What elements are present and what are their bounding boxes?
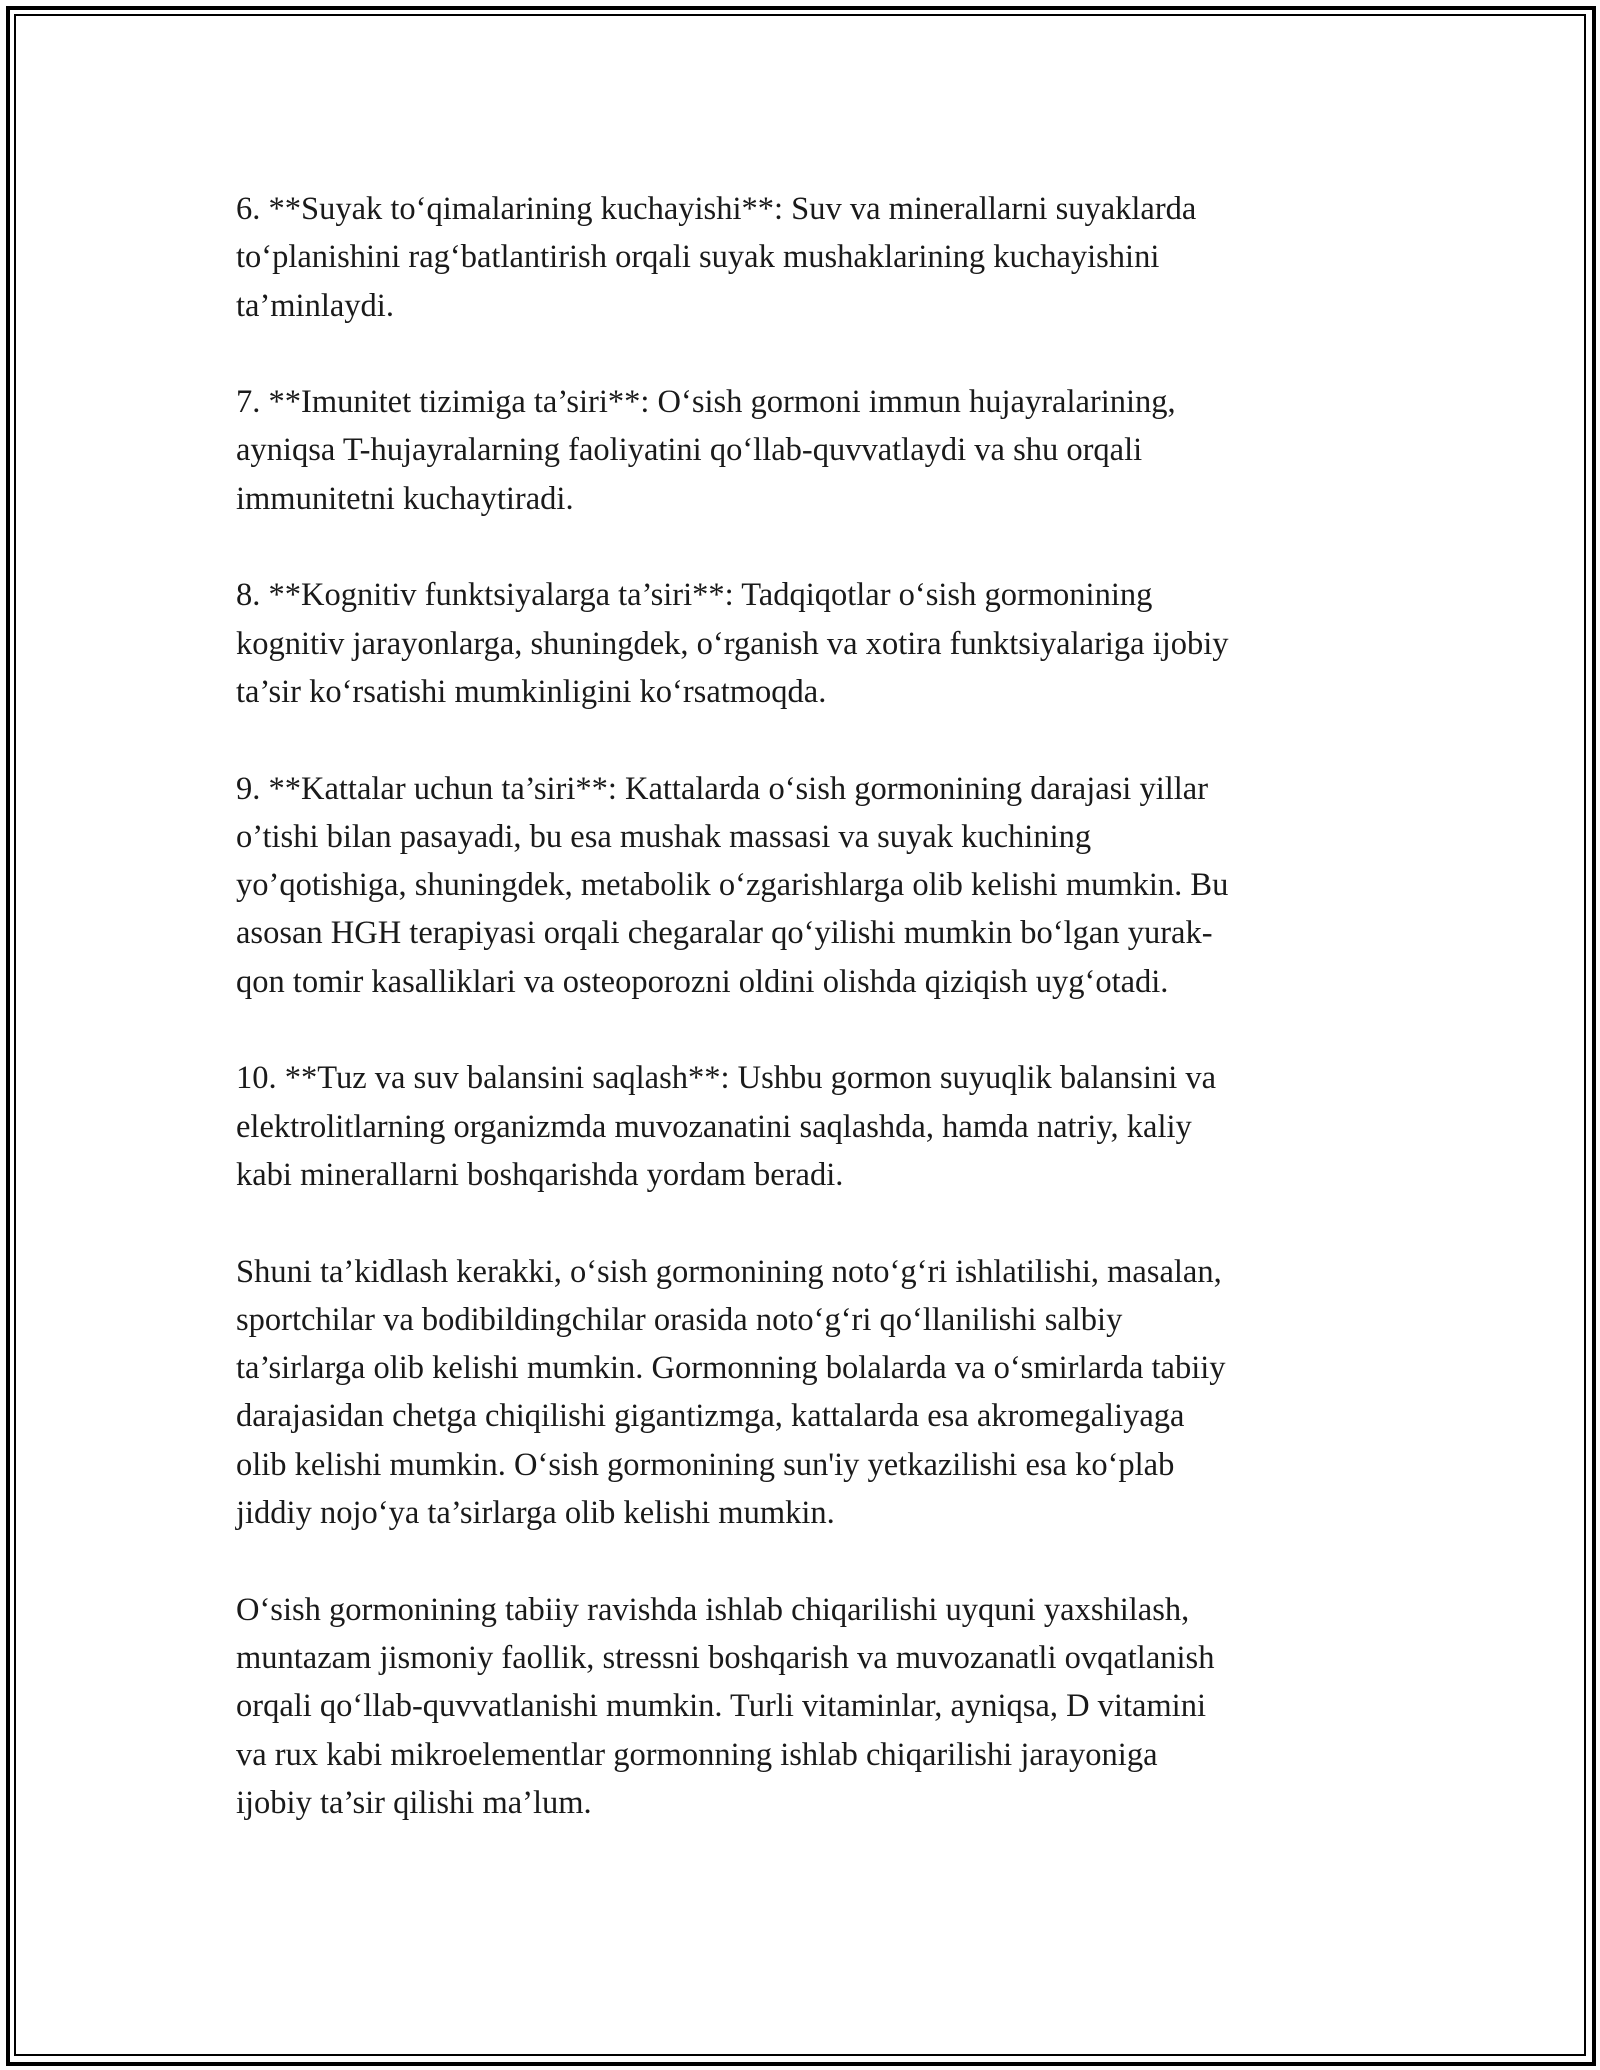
text-line: to‘planishini rag‘batlantirish orqali suyak mushaklarining kuchayishini xyxy=(236,239,1160,276)
document-body xyxy=(236,185,1366,1827)
text-line: O‘sish gormonining tabiiy ravishda ishlab chiqarilishi uyquni yaxshilash, xyxy=(236,1591,1190,1628)
text-line: 10. **Tuz va suv balansini saqlash**: Ushbu gormon suyuqlik balansini va xyxy=(236,1060,1217,1097)
text-line: asosan HGH terapiyasi orqali chegaralar qo‘yilishi mumkin bo‘lgan yurak- xyxy=(236,915,1213,952)
text-line: sportchilar va bodibildingchilar orasida noto‘g‘ri qo‘llanilishi salbiy xyxy=(236,1301,1123,1338)
paragraph-7-immune-system xyxy=(236,378,1366,523)
text-line: immunitetni kuchaytiradi. xyxy=(236,480,574,517)
text-line: qon tomir kasalliklari va osteoporozni oldini olishda qiziqish uyg‘otadi. xyxy=(236,963,1169,1000)
text-line: orqali qo‘llab-quvvatlanishi mumkin. Turli vitaminlar, ayniqsa, D vitamini xyxy=(236,1688,1206,1725)
text-line: elektrolitlarning organizmda muvozanatini saqlashda, hamda natriy, kaliy xyxy=(236,1108,1192,1145)
text-line: 8. **Kognitiv funktsiyalarga ta’siri**: Tadqiqotlar o‘sish gormonining xyxy=(236,577,1153,614)
text-line: kognitiv jarayonlarga, shuningdek, o‘rganish va xotira funktsiyalariga ijobiy xyxy=(236,625,1229,662)
text-line: kabi minerallarni boshqarishda yordam beradi. xyxy=(236,1156,844,1193)
text-line: 6. **Suyak to‘qimalarining kuchayishi**: Suv va minerallarni suyaklarda xyxy=(236,191,1197,227)
text-line: yo’qotishiga, shuningdek, metabolik o‘zgarishlarga olib kelishi mumkin. Bu xyxy=(236,867,1229,904)
paragraph-misuse-warning xyxy=(236,1248,1366,1538)
text-line: ta’sir ko‘rsatishi mumkinligini ko‘rsatmoqda. xyxy=(236,673,827,710)
text-line: ta’minlaydi. xyxy=(236,287,394,324)
paragraph-8-cognitive xyxy=(236,571,1366,716)
text-line: 7. **Imunitet tizimiga ta’siri**: O‘sish gormoni immun hujayralarining, xyxy=(236,384,1176,421)
text-line: ijobiy ta’sir qilishi ma’lum. xyxy=(236,1784,592,1821)
paragraph-6-bone-tissue xyxy=(236,185,1366,330)
text-line: olib kelishi mumkin. O‘sish gormonining sun'iy yetkazilishi esa ko‘plab xyxy=(236,1446,1175,1483)
text-line: Shuni ta’kidlash kerakki, o‘sish gormonining noto‘g‘ri ishlatilishi, masalan, xyxy=(236,1253,1222,1290)
text-line: jiddiy nojo‘ya ta’sirlarga olib kelishi mumkin. xyxy=(236,1495,835,1532)
text-line: darajasidan chetga chiqilishi gigantizmga, kattalarda esa akromegaliyaga xyxy=(236,1398,1185,1435)
text-line: muntazam jismoniy faollik, stressni boshqarish va muvozanatli ovqatlanish xyxy=(236,1639,1215,1676)
paragraph-natural-production xyxy=(236,1586,1366,1827)
paragraph-9-adults xyxy=(236,765,1366,1006)
text-line: ayniqsa T-hujayralarning faoliyatini qo‘llab-quvvatlaydi va shu orqali xyxy=(236,432,1143,469)
text-line: ta’sirlarga olib kelishi mumkin. Gormonning bolalarda va o‘smirlarda tabiiy xyxy=(236,1350,1226,1387)
text-line: va rux kabi mikroelementlar gormonning ishlab chiqarilishi jarayoniga xyxy=(236,1736,1158,1773)
text-line: o’tishi bilan pasayadi, bu esa mushak massasi va suyak kuchining xyxy=(236,818,1092,855)
paragraph-10-salt-water-balance xyxy=(236,1054,1366,1199)
text-line: 9. **Kattalar uchun ta’siri**: Kattalarda o‘sish gormonining darajasi yillar xyxy=(236,770,1209,807)
